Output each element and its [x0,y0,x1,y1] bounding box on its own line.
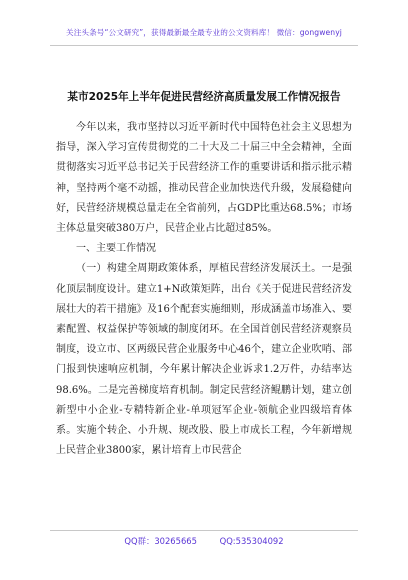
intro-paragraph: 今年以来，我市坚持以习近平新时代中国特色社会主义思想为指导，深入学习宣传贯彻党的二十大及二十届三中全会精神，全面贯彻落实习近平总书记关于民营经济工作的重要讲话和指示批示精神，坚持两个毫不动摇，推动民营企业加快迭代升级，发展稳健向好，民营经济规模总量走在全省前列，占GDP比重达68.5%；市场主体总量突破380万户，民营企业占比超过85%。 [56,122,352,235]
footer-contact [0,535,408,547]
header-divider [50,45,358,46]
section-paragraph: （一）构建全周期政策体系，厚植民营经济发展沃土。一是强化顶层制度设计。建立1+N政策矩阵，出台《关于促进民营经济发展壮大的若干措施》及16个配套实施细则，形成涵盖市场准入、要素配置、权益保护等领域的制度闭环。在全国首创民营经济观察员制度，设立市、区两级民营企业服务中心46个，建立企业吹哨、部门报到快速响应机制，今年累计解决企业诉求1.2万件，办结率达98.6%。二是完善梯度培育机制。制定民营经济鲲鹏计划，建立创新型中小企业-专精特新企业-单项冠军企业-领航企业四级培育体系。实施个转企、小升规、规改股、股上市成长工程，今年新增规上民营企业3800家，累计培育上市民营企 [56,263,352,457]
footer-qq-group: QQ群：30265665 [124,536,197,546]
section-heading: 一、主要工作情况 [76,243,156,255]
footer-qq-number: QQ:535304092 [219,536,284,546]
footer-divider [50,530,358,531]
document-title: 某市2025年上半年促进民营经济高质量发展工作情况报告 [67,91,341,103]
document-body [56,118,352,461]
header-promo: 关注头条号“公文研究”，获得最新最全最专业的公文资料库！ 微信：gongwenyj [66,28,342,37]
